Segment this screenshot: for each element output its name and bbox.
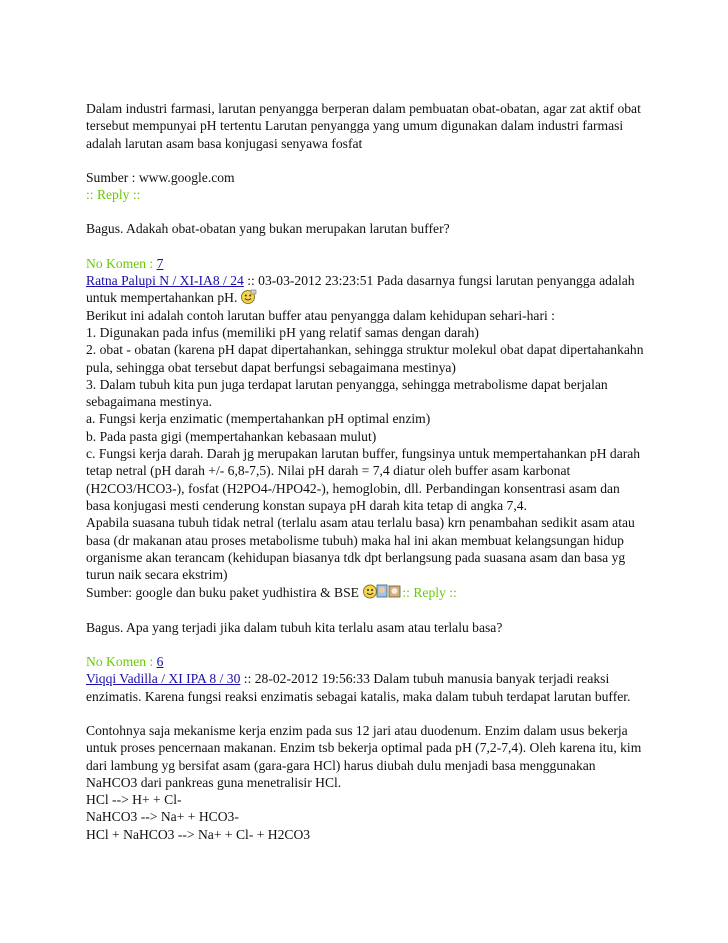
comment-7-line-7: Apabila suasana tubuh tidak netral (terlalu asam atau terlalu basa) krn penambahan sedikit asam atau basa (dr makanan atau proses metabolisme tubuh) maka hal ini akan membuat kelangsungan hidup organisme akan terancam (kehidupan biasanya tdk dpt berlangsung pada suasana asam dan basa yg turun naik secara ekstrim) xyxy=(86,515,635,583)
comment-7-author-link[interactable]: Ratna Palupi N / XI-IA8 / 24 xyxy=(86,273,244,289)
comment-7-source: Sumber: google dan buku paket yudhistira & BSE xyxy=(86,585,363,601)
comment-7-source-line xyxy=(86,583,646,601)
comment-7-line-5: b. Pada pasta gigi (mempertahankan kebasaan mulut) xyxy=(86,428,377,444)
reply-link-1[interactable]: :: Reply :: xyxy=(86,187,141,203)
comment-7-line-2: 2. obat - obatan (karena pH dapat dipertahankan, sehingga struktur molekul obat dapat dipertahankahn pula, sehingga obat tersebut dapat berfungsi sebagaimana mestinya) xyxy=(86,342,644,375)
comment-7-line-4: a. Fungsi kerja enzimatic (mempertahankan pH optimal enzim) xyxy=(86,411,431,427)
comment-7-header xyxy=(86,255,646,272)
comment-6-number-link[interactable]: 6 xyxy=(156,654,164,670)
comment-6-paragraph: Contohnya saja mekanisme kerja enzim pada sus 12 jari atau duodenum. Enzim dalam usus bekerja untuk proses pencernaan makanan. Enzim tsb bekerja optimal pada pH (7,2-7,4). Oleh karena itu, kim dari lambung yg bersifat asam (gara-gara HCl) harus diubah dulu menjadi basa menggunakan NaHCO3 dari pankreas guna menetralisir HCl. xyxy=(86,722,642,790)
intro-source: Sumber : www.google.com xyxy=(86,169,235,185)
comment-6-label: No Komen : xyxy=(86,654,157,670)
reaction-2: HCl + NaHCO3 --> Na+ + Cl- + H2CO3 xyxy=(86,826,311,842)
question-1: Bagus. Adakah obat-obatan yang bukan merupakan larutan buffer? xyxy=(86,221,450,237)
emoticons-icon xyxy=(362,583,402,600)
comment-7-body xyxy=(86,272,646,307)
comment-6-author-link[interactable]: Viqqi Vadilla / XI IPA 8 / 30 xyxy=(86,671,241,687)
comment-6-lead: Dalam tubuh manusia banyak terjadi reaksi enzimatis. Karena fungsi reaksi enzimatis sebagai katalis, maka dalam tubuh terdapat larutan buffer. xyxy=(86,671,631,704)
comment-7-line-6: c. Fungsi kerja darah. Darah jg merupakan larutan buffer, fungsinya untuk mempertahankan pH darah tetap netral (pH darah +/- 6,8-7,5). Nilai pH darah = 7,4 diatur oleh buffer asam karbonat (H2CO3/HCO3-), fosfat (H2PO4-/HPO42-), hemoglobin, dll. Perbandingan konsentrasi asam dan basa konjugasi mesti cenderung konstan supaya pH darah kita tetap di angka 7,4. xyxy=(86,446,641,513)
comment-7-label: No Komen : xyxy=(86,255,157,271)
comment-7-line-1: 1. Digunakan pada infus (memiliki pH yang relatif samas dengan darah) xyxy=(86,324,479,340)
comment-6-meta: :: 28-02-2012 19:56:33 xyxy=(240,671,374,687)
comment-7-meta: :: 03-03-2012 23:23:51 xyxy=(243,273,377,289)
reaction-0: HCl --> H+ + Cl- xyxy=(86,792,182,808)
smiley-emoticon-icon xyxy=(240,289,257,304)
reaction-1: NaHCO3 --> Na+ + HCO3- xyxy=(86,809,239,825)
comment-7-number-link[interactable]: 7 xyxy=(156,255,164,271)
comment-7-line-0: Berikut ini adalah contoh larutan buffer atau penyangga dalam kehidupan sehari-hari : xyxy=(86,307,555,323)
reply-link-2[interactable]: :: Reply :: xyxy=(402,585,457,601)
comment-6-header xyxy=(86,653,646,670)
comment-7-line-3: 3. Dalam tubuh kita pun juga terdapat larutan penyangga, sehingga metrabolisme dapat berjalan sebagaimana mestinya. xyxy=(86,376,608,410)
document-page xyxy=(86,100,646,843)
comment-7-lead: Pada dasarnya fungsi larutan penyangga adalah untuk mempertahankan pH. xyxy=(86,273,635,306)
comment-6-body xyxy=(86,670,646,705)
question-2: Bagus. Apa yang terjadi jika dalam tubuh kita terlalu asam atau terlalu basa? xyxy=(86,619,503,635)
intro-paragraph: Dalam industri farmasi, larutan penyangga berperan dalam pembuatan obat-obatan, agar zat aktif obat tersebut mempunyai pH tertentu Larutan penyangga yang umum digunakan dalam industri farmasi adalah larutan asam basa konjugasi senyawa fosfat xyxy=(86,101,641,151)
